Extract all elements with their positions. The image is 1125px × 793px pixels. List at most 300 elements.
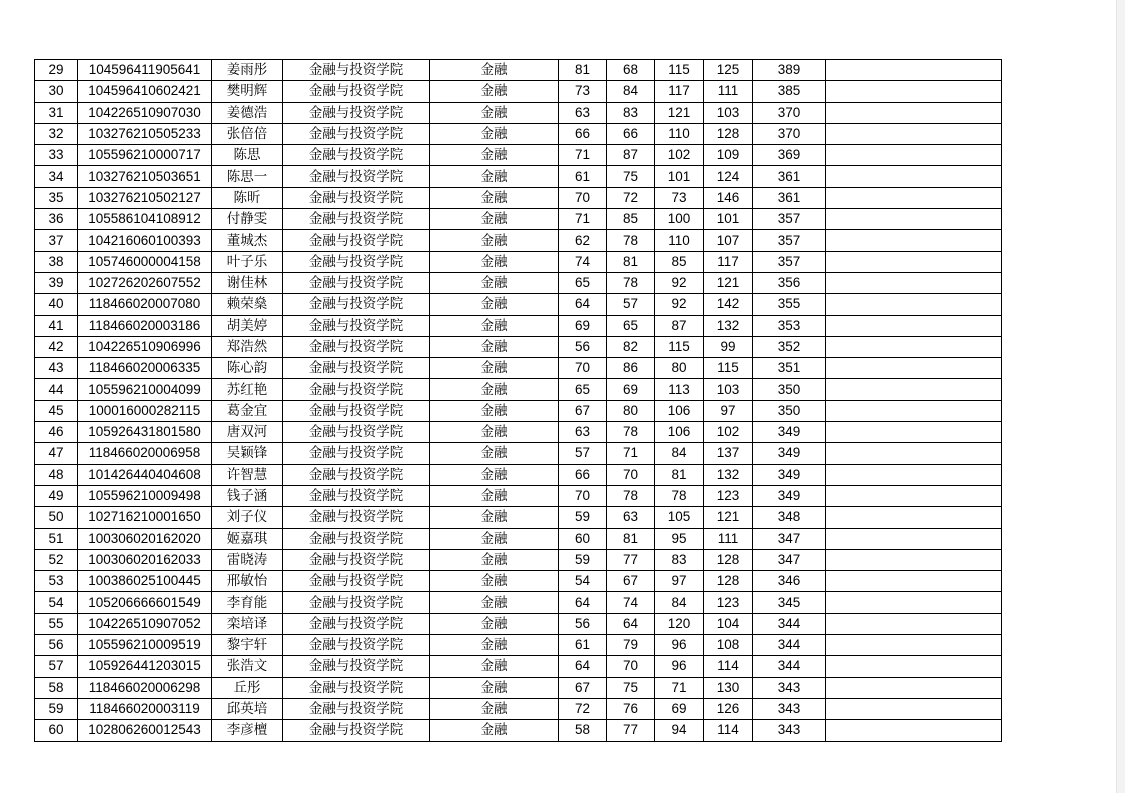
subject1-score-cell: 121 [655,102,704,123]
subject1-score-cell: 106 [655,422,704,443]
table-row [35,422,1002,443]
major-cell: 金融 [430,209,559,230]
politics-score-cell: 61 [559,635,607,656]
table-row [35,400,1002,421]
politics-score-cell: 81 [559,60,607,81]
total-score-cell: 349 [753,422,826,443]
table-row [35,123,1002,144]
politics-score-cell: 64 [559,656,607,677]
major-cell: 金融 [430,613,559,634]
subject2-score-cell: 142 [704,294,753,315]
remark-cell [826,272,1002,293]
rank-cell: 53 [35,571,78,592]
name-cell: 陈心韵 [212,358,283,379]
school-cell: 金融与投资学院 [283,613,430,634]
table-row [35,571,1002,592]
exam-id-cell: 118466020006958 [78,443,212,464]
name-cell: 陈思一 [212,166,283,187]
major-cell: 金融 [430,166,559,187]
major-cell: 金融 [430,571,559,592]
name-cell: 姬嘉琪 [212,528,283,549]
school-cell: 金融与投资学院 [283,549,430,570]
table-row [35,635,1002,656]
subject2-score-cell: 107 [704,230,753,251]
total-score-cell: 361 [753,166,826,187]
name-cell: 陈昕 [212,187,283,208]
politics-score-cell: 71 [559,145,607,166]
exam-id-cell: 104226510907052 [78,613,212,634]
name-cell: 李彦檀 [212,720,283,741]
total-score-cell: 355 [753,294,826,315]
school-cell: 金融与投资学院 [283,209,430,230]
exam-id-cell: 104596410602421 [78,81,212,102]
english-score-cell: 82 [607,336,655,357]
subject1-score-cell: 69 [655,698,704,719]
politics-score-cell: 62 [559,230,607,251]
table-row [35,507,1002,528]
school-cell: 金融与投资学院 [283,528,430,549]
score-table [34,59,1002,742]
table-row [35,209,1002,230]
subject2-score-cell: 104 [704,613,753,634]
exam-id-cell: 102806260012543 [78,720,212,741]
total-score-cell: 343 [753,677,826,698]
exam-id-cell: 104596411905641 [78,60,212,81]
table-row [35,145,1002,166]
rank-cell: 52 [35,549,78,570]
subject1-score-cell: 101 [655,166,704,187]
rank-cell: 45 [35,400,78,421]
subject2-score-cell: 125 [704,60,753,81]
subject2-score-cell: 97 [704,400,753,421]
remark-cell [826,720,1002,741]
politics-score-cell: 70 [559,358,607,379]
name-cell: 谢佳林 [212,272,283,293]
english-score-cell: 71 [607,443,655,464]
subject1-score-cell: 102 [655,145,704,166]
total-score-cell: 370 [753,102,826,123]
english-score-cell: 64 [607,613,655,634]
table-row [35,656,1002,677]
table-row [35,272,1002,293]
school-cell: 金融与投资学院 [283,145,430,166]
english-score-cell: 78 [607,272,655,293]
school-cell: 金融与投资学院 [283,60,430,81]
subject2-score-cell: 126 [704,698,753,719]
subject1-score-cell: 96 [655,656,704,677]
subject1-score-cell: 81 [655,464,704,485]
total-score-cell: 357 [753,209,826,230]
rank-cell: 40 [35,294,78,315]
major-cell: 金融 [430,358,559,379]
name-cell: 钱子涵 [212,485,283,506]
school-cell: 金融与投资学院 [283,592,430,613]
name-cell: 李育能 [212,592,283,613]
remark-cell [826,464,1002,485]
total-score-cell: 347 [753,549,826,570]
total-score-cell: 350 [753,400,826,421]
subject1-score-cell: 84 [655,443,704,464]
remark-cell [826,230,1002,251]
major-cell: 金融 [430,720,559,741]
table-row [35,336,1002,357]
exam-id-cell: 118466020003186 [78,315,212,336]
remark-cell [826,294,1002,315]
total-score-cell: 353 [753,315,826,336]
name-cell: 胡美婷 [212,315,283,336]
remark-cell [826,400,1002,421]
subject2-score-cell: 117 [704,251,753,272]
politics-score-cell: 67 [559,400,607,421]
table-row [35,677,1002,698]
subject2-score-cell: 99 [704,336,753,357]
table-row [35,485,1002,506]
remark-cell [826,443,1002,464]
exam-id-cell: 105746000004158 [78,251,212,272]
exam-id-cell: 103276210503651 [78,166,212,187]
rank-cell: 47 [35,443,78,464]
school-cell: 金融与投资学院 [283,102,430,123]
table-row [35,315,1002,336]
major-cell: 金融 [430,677,559,698]
major-cell: 金融 [430,315,559,336]
major-cell: 金融 [430,81,559,102]
rank-cell: 32 [35,123,78,144]
name-cell: 张倍倍 [212,123,283,144]
remark-cell [826,613,1002,634]
subject1-score-cell: 110 [655,123,704,144]
politics-score-cell: 56 [559,336,607,357]
table-row [35,294,1002,315]
english-score-cell: 63 [607,507,655,528]
remark-cell [826,336,1002,357]
total-score-cell: 349 [753,443,826,464]
rank-cell: 30 [35,81,78,102]
exam-id-cell: 104216060100393 [78,230,212,251]
major-cell: 金融 [430,336,559,357]
remark-cell [826,379,1002,400]
rank-cell: 38 [35,251,78,272]
english-score-cell: 68 [607,60,655,81]
subject1-score-cell: 113 [655,379,704,400]
subject2-score-cell: 103 [704,102,753,123]
name-cell: 董城杰 [212,230,283,251]
school-cell: 金融与投资学院 [283,571,430,592]
subject1-score-cell: 92 [655,272,704,293]
remark-cell [826,60,1002,81]
rank-cell: 60 [35,720,78,741]
subject1-score-cell: 94 [655,720,704,741]
subject2-score-cell: 115 [704,358,753,379]
school-cell: 金融与投资学院 [283,294,430,315]
subject2-score-cell: 146 [704,187,753,208]
name-cell: 刘子仪 [212,507,283,528]
name-cell: 付静雯 [212,209,283,230]
remark-cell [826,315,1002,336]
school-cell: 金融与投资学院 [283,230,430,251]
school-cell: 金融与投资学院 [283,336,430,357]
total-score-cell: 349 [753,485,826,506]
total-score-cell: 389 [753,60,826,81]
major-cell: 金融 [430,507,559,528]
major-cell: 金融 [430,123,559,144]
english-score-cell: 67 [607,571,655,592]
table-row [35,187,1002,208]
remark-cell [826,507,1002,528]
school-cell: 金融与投资学院 [283,251,430,272]
name-cell: 苏红艳 [212,379,283,400]
rank-cell: 36 [35,209,78,230]
subject2-score-cell: 124 [704,166,753,187]
school-cell: 金融与投资学院 [283,315,430,336]
politics-score-cell: 70 [559,187,607,208]
subject2-score-cell: 130 [704,677,753,698]
name-cell: 赖荣燊 [212,294,283,315]
total-score-cell: 385 [753,81,826,102]
english-score-cell: 74 [607,592,655,613]
name-cell: 叶子乐 [212,251,283,272]
table-row [35,166,1002,187]
english-score-cell: 81 [607,528,655,549]
total-score-cell: 344 [753,656,826,677]
english-score-cell: 83 [607,102,655,123]
subject1-score-cell: 78 [655,485,704,506]
major-cell: 金融 [430,592,559,613]
english-score-cell: 65 [607,315,655,336]
table-row [35,698,1002,719]
table-row [35,81,1002,102]
english-score-cell: 75 [607,166,655,187]
rank-cell: 48 [35,464,78,485]
rank-cell: 34 [35,166,78,187]
major-cell: 金融 [430,379,559,400]
name-cell: 陈思 [212,145,283,166]
total-score-cell: 369 [753,145,826,166]
english-score-cell: 85 [607,209,655,230]
english-score-cell: 78 [607,485,655,506]
remark-cell [826,635,1002,656]
school-cell: 金融与投资学院 [283,166,430,187]
name-cell: 丘彤 [212,677,283,698]
major-cell: 金融 [430,485,559,506]
school-cell: 金融与投资学院 [283,656,430,677]
english-score-cell: 80 [607,400,655,421]
major-cell: 金融 [430,443,559,464]
school-cell: 金融与投资学院 [283,422,430,443]
remark-cell [826,123,1002,144]
rank-cell: 59 [35,698,78,719]
english-score-cell: 81 [607,251,655,272]
major-cell: 金融 [430,102,559,123]
rank-cell: 35 [35,187,78,208]
subject1-score-cell: 73 [655,187,704,208]
total-score-cell: 344 [753,635,826,656]
politics-score-cell: 65 [559,379,607,400]
school-cell: 金融与投资学院 [283,720,430,741]
major-cell: 金融 [430,635,559,656]
total-score-cell: 351 [753,358,826,379]
school-cell: 金融与投资学院 [283,358,430,379]
name-cell: 张浩文 [212,656,283,677]
school-cell: 金融与投资学院 [283,677,430,698]
subject2-score-cell: 111 [704,528,753,549]
subject1-score-cell: 71 [655,677,704,698]
total-score-cell: 345 [753,592,826,613]
subject1-score-cell: 115 [655,60,704,81]
school-cell: 金融与投资学院 [283,123,430,144]
subject2-score-cell: 137 [704,443,753,464]
subject1-score-cell: 83 [655,549,704,570]
major-cell: 金融 [430,272,559,293]
subject2-score-cell: 121 [704,272,753,293]
total-score-cell: 344 [753,613,826,634]
exam-id-cell: 100016000282115 [78,400,212,421]
english-score-cell: 78 [607,230,655,251]
exam-id-cell: 104226510907030 [78,102,212,123]
total-score-cell: 346 [753,571,826,592]
rank-cell: 57 [35,656,78,677]
english-score-cell: 86 [607,358,655,379]
school-cell: 金融与投资学院 [283,400,430,421]
total-score-cell: 349 [753,464,826,485]
name-cell: 邢敏怡 [212,571,283,592]
politics-score-cell: 63 [559,102,607,123]
english-score-cell: 57 [607,294,655,315]
english-score-cell: 87 [607,145,655,166]
remark-cell [826,549,1002,570]
table-body [35,60,1002,742]
subject1-score-cell: 117 [655,81,704,102]
subject1-score-cell: 115 [655,336,704,357]
politics-score-cell: 69 [559,315,607,336]
subject1-score-cell: 85 [655,251,704,272]
name-cell: 樊明辉 [212,81,283,102]
school-cell: 金融与投资学院 [283,485,430,506]
exam-id-cell: 102726202607552 [78,272,212,293]
subject2-score-cell: 111 [704,81,753,102]
table-row [35,464,1002,485]
total-score-cell: 347 [753,528,826,549]
exam-id-cell: 103276210505233 [78,123,212,144]
school-cell: 金融与投资学院 [283,81,430,102]
remark-cell [826,677,1002,698]
subject1-score-cell: 84 [655,592,704,613]
remark-cell [826,81,1002,102]
name-cell: 郑浩然 [212,336,283,357]
subject2-score-cell: 101 [704,209,753,230]
exam-id-cell: 118466020003119 [78,698,212,719]
exam-id-cell: 104226510906996 [78,336,212,357]
rank-cell: 58 [35,677,78,698]
name-cell: 姜雨彤 [212,60,283,81]
major-cell: 金融 [430,187,559,208]
major-cell: 金融 [430,464,559,485]
school-cell: 金融与投资学院 [283,187,430,208]
table-row [35,60,1002,81]
school-cell: 金融与投资学院 [283,443,430,464]
table-row [35,251,1002,272]
politics-score-cell: 65 [559,272,607,293]
english-score-cell: 66 [607,123,655,144]
remark-cell [826,592,1002,613]
english-score-cell: 70 [607,656,655,677]
politics-score-cell: 70 [559,485,607,506]
politics-score-cell: 63 [559,422,607,443]
politics-score-cell: 59 [559,507,607,528]
total-score-cell: 343 [753,720,826,741]
rank-cell: 55 [35,613,78,634]
politics-score-cell: 60 [559,528,607,549]
subject2-score-cell: 121 [704,507,753,528]
subject2-score-cell: 108 [704,635,753,656]
rank-cell: 29 [35,60,78,81]
politics-score-cell: 66 [559,464,607,485]
school-cell: 金融与投资学院 [283,507,430,528]
rank-cell: 31 [35,102,78,123]
exam-id-cell: 105926431801580 [78,422,212,443]
politics-score-cell: 71 [559,209,607,230]
rank-cell: 43 [35,358,78,379]
rank-cell: 51 [35,528,78,549]
english-score-cell: 75 [607,677,655,698]
english-score-cell: 77 [607,549,655,570]
politics-score-cell: 59 [559,549,607,570]
exam-id-cell: 103276210502127 [78,187,212,208]
exam-id-cell: 102716210001650 [78,507,212,528]
table-row [35,549,1002,570]
exam-id-cell: 100306020162020 [78,528,212,549]
politics-score-cell: 58 [559,720,607,741]
english-score-cell: 70 [607,464,655,485]
total-score-cell: 361 [753,187,826,208]
total-score-cell: 370 [753,123,826,144]
total-score-cell: 350 [753,379,826,400]
exam-id-cell: 105586104108912 [78,209,212,230]
major-cell: 金融 [430,60,559,81]
rank-cell: 39 [35,272,78,293]
exam-id-cell: 100386025100445 [78,571,212,592]
remark-cell [826,102,1002,123]
subject2-score-cell: 114 [704,656,753,677]
subject1-score-cell: 120 [655,613,704,634]
rank-cell: 54 [35,592,78,613]
total-score-cell: 357 [753,251,826,272]
table-row [35,230,1002,251]
school-cell: 金融与投资学院 [283,272,430,293]
rank-cell: 49 [35,485,78,506]
politics-score-cell: 64 [559,294,607,315]
remark-cell [826,422,1002,443]
major-cell: 金融 [430,251,559,272]
subject2-score-cell: 128 [704,549,753,570]
subject1-score-cell: 80 [655,358,704,379]
total-score-cell: 343 [753,698,826,719]
politics-score-cell: 74 [559,251,607,272]
name-cell: 黎宇轩 [212,635,283,656]
subject1-score-cell: 87 [655,315,704,336]
subject2-score-cell: 132 [704,315,753,336]
name-cell: 吴颖锋 [212,443,283,464]
scrollbar-track[interactable] [1117,0,1125,793]
politics-score-cell: 57 [559,443,607,464]
politics-score-cell: 67 [559,677,607,698]
subject2-score-cell: 109 [704,145,753,166]
exam-id-cell: 105926441203015 [78,656,212,677]
exam-id-cell: 118466020007080 [78,294,212,315]
school-cell: 金融与投资学院 [283,635,430,656]
major-cell: 金融 [430,145,559,166]
major-cell: 金融 [430,549,559,570]
